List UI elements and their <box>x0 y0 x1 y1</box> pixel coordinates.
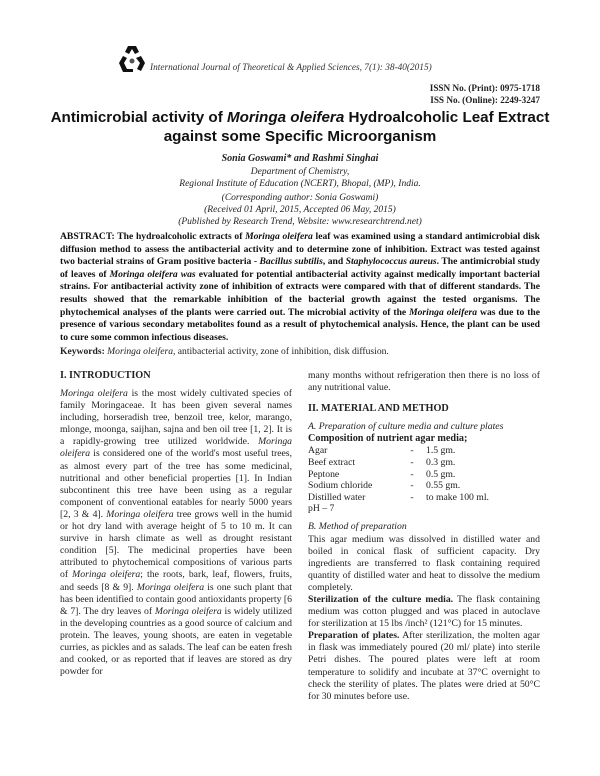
abstract <box>60 231 540 344</box>
journal-citation: International Journal of Theoretical & Applied Sciences, 7(1): 38-40(2015) <box>150 63 432 73</box>
composition-qty: to make 100 ml. <box>426 491 489 503</box>
sterilization-text <box>308 594 540 630</box>
subsection-b-heading: B. Method of preparation <box>308 521 407 533</box>
text-run: After sterilization, the molten agar in flask was immediately poured (20 ml/ plate) into sterile Petri dishes. The poured plates were left at room temperature to solidify and incubate at 37°C overnight to check the sterility of plates. The plates were dried at 50°C for 30 minutes before use. <box>308 630 540 702</box>
italic-text: Moringa oleifera <box>154 605 222 617</box>
text-run: evaluated for potential antibacterial activity against medically important bacterial strains. For antibacterial activity zone of inhibition of extracts were compared with that of different standards. The results showed that the remarkable inhibition of the bacterial growth against the tested organisms. The phytochemical analyses of the plants were carried out. The microbial activity of the <box>60 268 540 318</box>
composition-row <box>308 457 489 469</box>
italic-text: Bacillus subtilis <box>259 256 323 268</box>
issn-online: ISS No. (Online): 2249-3247 <box>430 95 540 105</box>
bold-text: Preparation of plates. <box>308 630 400 642</box>
preparation-text: This agar medium was dissolved in distilled water and boiled in conical flask of sufficient capacity. Dry ingredients are transferred to flask containing required quantity of distilled water and heat to dissolve the medium completely. <box>308 533 540 593</box>
issn-block <box>420 82 540 106</box>
composition-dash: - <box>410 480 414 492</box>
italic-text: Moringa oleifera was <box>109 268 196 280</box>
received-dates: (Received 01 April, 2015, Accepted 06 May, 2015) <box>204 205 396 215</box>
affiliation-institute: Regional Institute of Education (NCERT), Bhopal, (MP), India. <box>179 179 421 189</box>
keywords <box>60 346 540 357</box>
composition-dash: - <box>410 491 414 503</box>
subsection-a-heading: A. Preparation of culture media and culture plates <box>308 421 504 433</box>
intro-body <box>60 388 292 678</box>
italic-text: Moringa oleifera <box>60 436 292 460</box>
publisher-note: (Published by Research Trend, Website: www.researchtrend.net) <box>178 217 422 227</box>
bold-text: Keywords: <box>60 346 108 357</box>
text-run: Antimicrobial activity of <box>50 109 227 126</box>
text-run: is the most widely cultivated species of family Moringaceae. It has been given several names including, horseradish tree, benzoil tree, kelor, marango, mlonge, moonga, saijhan, sajna and ben oil tree [1, 2]. It is a rapidly-growing tree utilized worldwide. <box>60 388 292 448</box>
issn-print: ISSN No. (Print): 0975-1718 <box>429 83 540 93</box>
composition-row <box>308 480 489 492</box>
intro-heading: I. INTRODUCTION <box>60 370 151 381</box>
text-run: ABSTRACT: The hydroalcoholic extracts of <box>60 231 246 242</box>
left-column <box>60 370 292 678</box>
italic-text: Moringa oleifera <box>107 346 173 357</box>
italic-text: Moringa oleifera <box>60 388 128 399</box>
text-run: is widely utilized in the developing countries as a good source of calcium and protein. The leaves, young shoots, are eaten in vegetable curries, as pickles and as salads. The leaf can be eaten fresh and cooked, or as reported that if leaves are stored as dry powder for <box>60 605 292 678</box>
composition-title: Composition of nutrient agar media; <box>308 433 468 445</box>
paper-title <box>40 108 560 146</box>
text-run: Hydroalcoholic Leaf Extract against some Specific Microorganism <box>163 109 550 145</box>
intro-continued: many months without refrigeration then there is no loss of any nutritional value. <box>308 370 540 394</box>
italic-text: Moringa oleifera <box>106 508 174 520</box>
composition-table <box>308 445 489 503</box>
text-run: tree grows well in the humid or hot dry land with average height of 5 to 10 m. It can survive in harsh climate as well as drought resistant condition [5]. The medicinal properties have been attributed to phytochemical compositions of various parts of <box>60 508 292 581</box>
composition-name: Distilled water <box>308 491 366 503</box>
italic-text: Moringa oleifera <box>226 109 345 126</box>
text-run: leaf was examined using a standard antimicrobial disk diffusion method to assess the antibacterial activity and to determine zone of inhibition. Extract was tested against two bacterial strains of Gram positive bacteria - <box>60 231 540 268</box>
composition-name: Sodium chloride <box>308 480 373 492</box>
composition-qty: 1.5 gm. <box>426 445 456 457</box>
composition-row <box>308 445 489 457</box>
composition-qty: 0.3 gm. <box>426 456 456 468</box>
composition-dash: - <box>410 468 414 480</box>
authors: Sonia Goswami* and Rashmi Singhai <box>221 153 379 164</box>
text-run: ; the roots, bark, leaf, flowers, fruits, and seeds [8 & 9]. <box>60 569 292 593</box>
composition-name: Beef extract <box>308 456 356 468</box>
composition-qty: 0.5 gm. <box>426 468 456 480</box>
text-run: is one such plant that has been identified to contain good antioxidants property [6 & 7]. The dry leaves of <box>60 581 292 617</box>
composition-row <box>308 469 489 481</box>
text-run: , and <box>322 256 346 268</box>
bold-text: Sterilization of the culture media. <box>308 594 454 605</box>
text-run: , antibacterial activity, zone of inhibition, disk diffusion. <box>173 346 389 357</box>
composition-qty: 0.55 gm. <box>426 480 461 492</box>
affiliation-dept: Department of Chemistry, <box>250 167 350 177</box>
composition-dash: - <box>410 456 414 468</box>
text-run: The flask containing medium was cotton plugged and was placed in autoclave for sterilization at 15 lbs /inch² (121°C) for 15 minutes. <box>308 594 540 630</box>
italic-text: Staphylococcus aureus <box>345 256 437 268</box>
right-column <box>308 370 540 703</box>
composition-name: Agar <box>308 445 328 457</box>
text-run: . The antimicrobial study of leaves of <box>60 256 541 280</box>
italic-text: Moringa oleifera <box>72 569 141 581</box>
corresponding-author: (Corresponding author: Sonia Goswami) <box>221 193 379 203</box>
methods-heading: II. MATERIAL AND METHOD <box>308 403 449 415</box>
text-run: is considered one of the world's most useful trees, as almost every part of the tree has some medicinal, nutritional and other beneficial properties [1]. In Indian subcontinent this tree have been using as a regular component of conventional eatables for nearly 5000 years [2, 3 & 4]. <box>60 448 292 520</box>
italic-text: Moringa oleifera <box>409 306 478 318</box>
composition-dash: - <box>410 445 414 457</box>
recycle-logo-icon <box>117 44 147 74</box>
italic-text: Moringa oleifera <box>136 581 205 593</box>
text-run: was due to the presence of various secondary metabolites found as a result of phytochemical analysis. Hence, the plant can be used to cure some common infectious diseases. <box>60 306 540 343</box>
ph-value: pH – 7 <box>308 503 335 515</box>
composition-row <box>308 492 489 504</box>
italic-text: Moringa oleifera <box>245 231 313 242</box>
plates-text <box>308 630 540 703</box>
composition-name: Peptone <box>308 468 340 480</box>
